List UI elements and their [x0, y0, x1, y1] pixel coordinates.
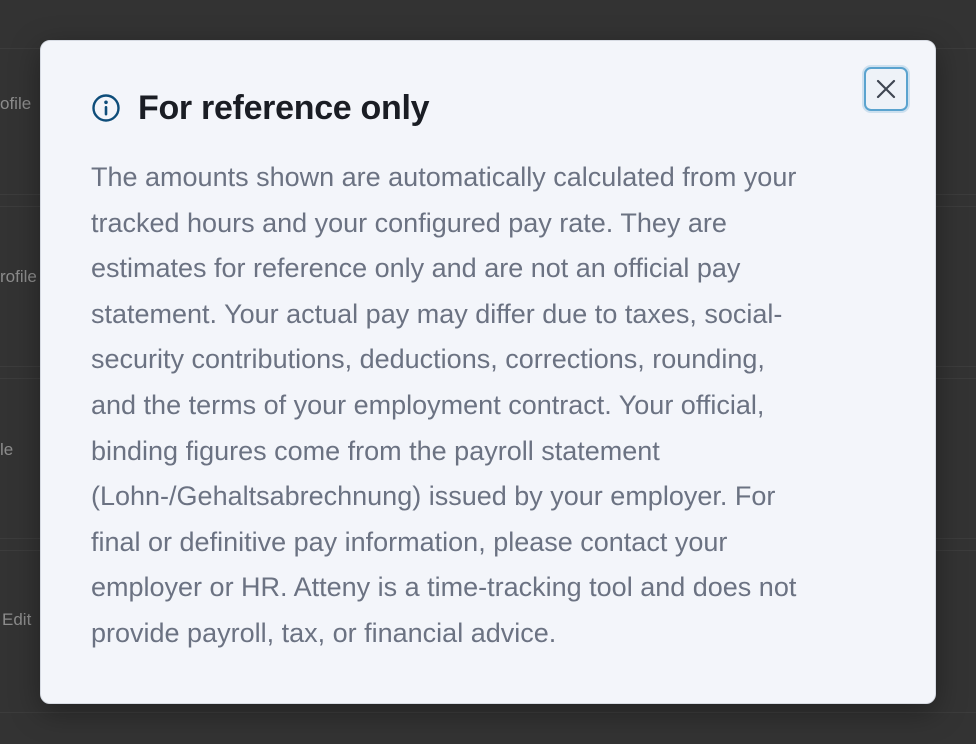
background-row-label: le	[0, 440, 14, 459]
reference-info-dialog	[40, 40, 936, 704]
body-line: The amounts shown are automatically calculated from your	[91, 162, 797, 192]
background-row-label: rofile	[0, 267, 37, 286]
body-line: (Lohn-/Gehaltsabrechnung) issued by your employer. For	[91, 481, 776, 512]
background-row-label: Edit	[2, 610, 32, 629]
body-line: and the terms of your employment contract. Your official,	[91, 389, 765, 420]
body-line: estimates for reference only and are not an official pay	[91, 253, 741, 284]
body-line: provide payroll, tax, or financial advice.	[91, 617, 557, 648]
body-line: tracked hours and your configured pay rate. They are	[91, 207, 727, 238]
background-row-label: ofile	[0, 94, 32, 113]
body-line: statement. Your actual pay may differ due to taxes, social-	[91, 298, 783, 329]
body-line: employer or HR. Atteny is a time-tracking tool and does not	[91, 572, 797, 603]
body-line: final or definitive pay information, please contact your	[91, 526, 728, 557]
dialog-header	[91, 85, 429, 131]
dialog-body	[91, 155, 891, 657]
body-line: binding figures come from the payroll statement	[91, 435, 660, 466]
body-line: security contributions, deductions, corrections, rounding,	[91, 344, 765, 375]
close-button[interactable]	[864, 67, 908, 111]
dialog-title: For reference only	[138, 88, 430, 127]
info-icon	[91, 93, 121, 123]
close-icon	[876, 79, 896, 99]
